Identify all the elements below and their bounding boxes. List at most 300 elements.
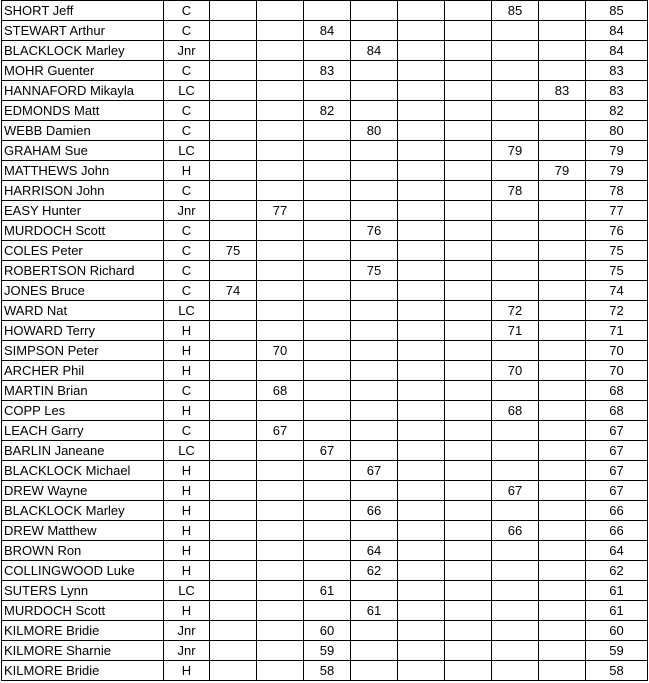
- total-cell: 80: [586, 121, 648, 141]
- score-cell: [445, 521, 492, 541]
- score-cell: 74: [210, 281, 257, 301]
- score-cell: [398, 121, 445, 141]
- score-cell: [210, 461, 257, 481]
- score-cell: [398, 601, 445, 621]
- score-cell: 67: [304, 441, 351, 461]
- score-cell: [445, 461, 492, 481]
- total-cell: 68: [586, 401, 648, 421]
- results-table-body: [2, 1, 648, 681]
- score-cell: [492, 201, 539, 221]
- score-cell: [445, 641, 492, 661]
- score-cell: 84: [304, 21, 351, 41]
- score-cell: [351, 521, 398, 541]
- score-cell: [539, 641, 586, 661]
- grade-cell: Jnr: [164, 621, 210, 641]
- player-name-cell: ARCHER Phil: [2, 361, 164, 381]
- score-cell: [492, 501, 539, 521]
- score-cell: [257, 181, 304, 201]
- score-cell: [539, 321, 586, 341]
- table-row: [2, 621, 648, 641]
- table-row: [2, 581, 648, 601]
- score-cell: 80: [351, 121, 398, 141]
- score-cell: [398, 521, 445, 541]
- score-cell: [351, 241, 398, 261]
- score-cell: [351, 301, 398, 321]
- total-cell: 76: [586, 221, 648, 241]
- player-name-cell: DREW Matthew: [2, 521, 164, 541]
- score-cell: [210, 581, 257, 601]
- score-cell: [539, 1, 586, 21]
- total-cell: 71: [586, 321, 648, 341]
- score-cell: 62: [351, 561, 398, 581]
- player-name-cell: KILMORE Sharnie: [2, 641, 164, 661]
- score-cell: [539, 141, 586, 161]
- table-row: [2, 461, 648, 481]
- score-cell: [210, 141, 257, 161]
- score-cell: [539, 661, 586, 681]
- table-row: [2, 141, 648, 161]
- score-cell: [492, 81, 539, 101]
- score-cell: [304, 561, 351, 581]
- score-cell: [351, 421, 398, 441]
- score-cell: [257, 141, 304, 161]
- grade-cell: LC: [164, 301, 210, 321]
- score-cell: [539, 41, 586, 61]
- score-cell: [257, 581, 304, 601]
- table-row: [2, 481, 648, 501]
- score-cell: [539, 221, 586, 241]
- score-cell: [445, 601, 492, 621]
- score-cell: [398, 41, 445, 61]
- score-cell: [351, 381, 398, 401]
- score-cell: [492, 161, 539, 181]
- score-cell: [492, 461, 539, 481]
- player-name-cell: KILMORE Bridie: [2, 621, 164, 641]
- player-name-cell: COLES Peter: [2, 241, 164, 261]
- table-row: [2, 221, 648, 241]
- grade-cell: Jnr: [164, 641, 210, 661]
- table-row: [2, 101, 648, 121]
- score-cell: [304, 361, 351, 381]
- table-row: [2, 661, 648, 681]
- score-cell: [351, 21, 398, 41]
- score-cell: [445, 501, 492, 521]
- score-cell: 75: [210, 241, 257, 261]
- score-cell: 70: [492, 361, 539, 381]
- score-cell: [539, 521, 586, 541]
- table-row: [2, 361, 648, 381]
- score-cell: [398, 1, 445, 21]
- score-cell: [210, 621, 257, 641]
- grade-cell: LC: [164, 441, 210, 461]
- score-cell: [398, 221, 445, 241]
- score-cell: [304, 401, 351, 421]
- score-cell: 67: [492, 481, 539, 501]
- score-cell: [398, 181, 445, 201]
- score-cell: [492, 601, 539, 621]
- grade-cell: H: [164, 461, 210, 481]
- score-cell: [398, 461, 445, 481]
- score-cell: [398, 661, 445, 681]
- score-cell: [210, 501, 257, 521]
- player-name-cell: LEACH Garry: [2, 421, 164, 441]
- score-cell: [445, 21, 492, 41]
- score-cell: [539, 601, 586, 621]
- grade-cell: C: [164, 221, 210, 241]
- score-cell: 83: [304, 61, 351, 81]
- grade-cell: H: [164, 541, 210, 561]
- score-cell: [210, 201, 257, 221]
- score-cell: [257, 281, 304, 301]
- player-name-cell: SUTERS Lynn: [2, 581, 164, 601]
- table-row: [2, 501, 648, 521]
- total-cell: 61: [586, 581, 648, 601]
- player-name-cell: BLACKLOCK Marley: [2, 501, 164, 521]
- score-cell: 85: [492, 1, 539, 21]
- score-cell: [304, 521, 351, 541]
- total-cell: 66: [586, 521, 648, 541]
- score-cell: [445, 241, 492, 261]
- score-cell: [351, 141, 398, 161]
- score-cell: [445, 301, 492, 321]
- score-cell: [210, 21, 257, 41]
- player-name-cell: DREW Wayne: [2, 481, 164, 501]
- score-cell: [210, 81, 257, 101]
- player-name-cell: BROWN Ron: [2, 541, 164, 561]
- score-cell: [210, 261, 257, 281]
- score-cell: [539, 181, 586, 201]
- score-cell: [351, 341, 398, 361]
- score-cell: [257, 501, 304, 521]
- score-cell: [445, 161, 492, 181]
- score-cell: [304, 341, 351, 361]
- player-name-cell: JONES Bruce: [2, 281, 164, 301]
- score-cell: [492, 41, 539, 61]
- score-cell: [351, 101, 398, 121]
- score-cell: [398, 61, 445, 81]
- score-cell: [351, 81, 398, 101]
- score-cell: [445, 321, 492, 341]
- score-cell: [351, 181, 398, 201]
- total-cell: 75: [586, 261, 648, 281]
- grade-cell: LC: [164, 81, 210, 101]
- player-name-cell: MURDOCH Scott: [2, 601, 164, 621]
- score-cell: [210, 41, 257, 61]
- score-cell: [539, 481, 586, 501]
- total-cell: 78: [586, 181, 648, 201]
- table-row: [2, 181, 648, 201]
- results-table: [1, 0, 648, 681]
- table-row: [2, 341, 648, 361]
- score-cell: [210, 101, 257, 121]
- score-cell: [210, 601, 257, 621]
- score-cell: [210, 321, 257, 341]
- player-name-cell: WEBB Damien: [2, 121, 164, 141]
- score-cell: [539, 61, 586, 81]
- score-cell: [539, 261, 586, 281]
- grade-cell: LC: [164, 141, 210, 161]
- score-cell: [445, 81, 492, 101]
- score-cell: [351, 661, 398, 681]
- score-cell: [304, 261, 351, 281]
- score-cell: [539, 441, 586, 461]
- grade-cell: H: [164, 481, 210, 501]
- score-cell: [492, 561, 539, 581]
- score-cell: [257, 461, 304, 481]
- score-cell: [304, 121, 351, 141]
- score-cell: [257, 61, 304, 81]
- score-cell: [351, 581, 398, 601]
- score-cell: [445, 201, 492, 221]
- score-cell: [257, 621, 304, 641]
- score-cell: [398, 241, 445, 261]
- grade-cell: H: [164, 561, 210, 581]
- total-cell: 83: [586, 61, 648, 81]
- score-cell: [445, 621, 492, 641]
- grade-cell: C: [164, 1, 210, 21]
- player-name-cell: MARTIN Brian: [2, 381, 164, 401]
- score-cell: [304, 81, 351, 101]
- score-cell: [492, 381, 539, 401]
- score-cell: 67: [257, 421, 304, 441]
- score-cell: [304, 381, 351, 401]
- table-row: [2, 21, 648, 41]
- score-cell: [445, 401, 492, 421]
- score-cell: [257, 161, 304, 181]
- score-cell: [445, 101, 492, 121]
- score-cell: [398, 421, 445, 441]
- score-cell: [445, 541, 492, 561]
- grade-cell: C: [164, 261, 210, 281]
- score-cell: [539, 421, 586, 441]
- score-cell: [398, 101, 445, 121]
- score-cell: [539, 21, 586, 41]
- score-cell: [398, 321, 445, 341]
- score-cell: [398, 201, 445, 221]
- total-cell: 62: [586, 561, 648, 581]
- score-cell: [210, 561, 257, 581]
- score-cell: [492, 21, 539, 41]
- score-cell: [445, 261, 492, 281]
- score-cell: [492, 541, 539, 561]
- grade-cell: C: [164, 121, 210, 141]
- score-cell: [257, 541, 304, 561]
- total-cell: 72: [586, 301, 648, 321]
- total-cell: 68: [586, 381, 648, 401]
- score-cell: 66: [351, 501, 398, 521]
- score-cell: [304, 281, 351, 301]
- score-cell: [257, 221, 304, 241]
- score-cell: [351, 401, 398, 421]
- score-cell: [398, 381, 445, 401]
- table-row: [2, 201, 648, 221]
- table-row: [2, 61, 648, 81]
- player-name-cell: EASY Hunter: [2, 201, 164, 221]
- score-cell: [210, 61, 257, 81]
- score-cell: [210, 121, 257, 141]
- player-name-cell: BLACKLOCK Michael: [2, 461, 164, 481]
- score-cell: [257, 241, 304, 261]
- score-cell: 79: [539, 161, 586, 181]
- score-cell: 66: [492, 521, 539, 541]
- score-cell: [398, 81, 445, 101]
- grade-cell: H: [164, 521, 210, 541]
- total-cell: 59: [586, 641, 648, 661]
- score-cell: [445, 341, 492, 361]
- score-cell: 58: [304, 661, 351, 681]
- score-cell: [351, 321, 398, 341]
- score-cell: [257, 361, 304, 381]
- score-cell: [210, 641, 257, 661]
- table-row: [2, 521, 648, 541]
- table-row: [2, 601, 648, 621]
- score-cell: [445, 61, 492, 81]
- score-cell: 79: [492, 141, 539, 161]
- score-cell: [492, 421, 539, 441]
- score-cell: [257, 21, 304, 41]
- score-cell: [539, 461, 586, 481]
- score-cell: [257, 301, 304, 321]
- score-cell: [351, 481, 398, 501]
- total-cell: 64: [586, 541, 648, 561]
- score-cell: [445, 441, 492, 461]
- grade-cell: H: [164, 361, 210, 381]
- score-cell: [539, 301, 586, 321]
- grade-cell: C: [164, 61, 210, 81]
- score-cell: [210, 341, 257, 361]
- score-cell: [492, 581, 539, 601]
- table-row: [2, 541, 648, 561]
- score-cell: [257, 521, 304, 541]
- score-cell: [398, 441, 445, 461]
- score-cell: [257, 41, 304, 61]
- score-cell: [445, 481, 492, 501]
- score-cell: [539, 341, 586, 361]
- score-cell: [351, 441, 398, 461]
- player-name-cell: SHORT Jeff: [2, 1, 164, 21]
- player-name-cell: HOWARD Terry: [2, 321, 164, 341]
- score-cell: [304, 421, 351, 441]
- score-cell: [445, 41, 492, 61]
- score-cell: [257, 261, 304, 281]
- total-cell: 77: [586, 201, 648, 221]
- grade-cell: C: [164, 281, 210, 301]
- total-cell: 67: [586, 441, 648, 461]
- score-cell: [304, 1, 351, 21]
- score-cell: [304, 501, 351, 521]
- score-cell: [445, 141, 492, 161]
- score-cell: [210, 521, 257, 541]
- score-cell: [539, 621, 586, 641]
- player-name-cell: HANNAFORD Mikayla: [2, 81, 164, 101]
- table-row: [2, 421, 648, 441]
- score-cell: 68: [257, 381, 304, 401]
- score-cell: [351, 641, 398, 661]
- score-cell: [539, 201, 586, 221]
- score-cell: [351, 621, 398, 641]
- score-cell: [210, 401, 257, 421]
- score-cell: [210, 541, 257, 561]
- score-cell: 77: [257, 201, 304, 221]
- grade-cell: H: [164, 321, 210, 341]
- player-name-cell: WARD Nat: [2, 301, 164, 321]
- score-cell: [351, 281, 398, 301]
- score-cell: [445, 561, 492, 581]
- grade-cell: Jnr: [164, 201, 210, 221]
- score-cell: [445, 181, 492, 201]
- grade-cell: LC: [164, 581, 210, 601]
- player-name-cell: BARLIN Janeane: [2, 441, 164, 461]
- player-name-cell: COPP Les: [2, 401, 164, 421]
- score-cell: 76: [351, 221, 398, 241]
- score-cell: [210, 181, 257, 201]
- score-cell: [492, 261, 539, 281]
- score-cell: [539, 101, 586, 121]
- score-cell: [445, 421, 492, 441]
- score-cell: [304, 241, 351, 261]
- score-cell: [492, 61, 539, 81]
- score-cell: [351, 161, 398, 181]
- player-name-cell: GRAHAM Sue: [2, 141, 164, 161]
- total-cell: 66: [586, 501, 648, 521]
- score-cell: 72: [492, 301, 539, 321]
- total-cell: 67: [586, 481, 648, 501]
- player-name-cell: HARRISON John: [2, 181, 164, 201]
- score-cell: [398, 281, 445, 301]
- grade-cell: Jnr: [164, 41, 210, 61]
- total-cell: 70: [586, 341, 648, 361]
- score-cell: [304, 601, 351, 621]
- score-cell: [398, 361, 445, 381]
- score-cell: [492, 641, 539, 661]
- score-cell: [492, 441, 539, 461]
- score-cell: [539, 121, 586, 141]
- player-name-cell: COLLINGWOOD Luke: [2, 561, 164, 581]
- score-cell: [257, 641, 304, 661]
- score-cell: [304, 181, 351, 201]
- score-cell: [257, 101, 304, 121]
- score-cell: [492, 341, 539, 361]
- score-cell: 71: [492, 321, 539, 341]
- score-cell: 67: [351, 461, 398, 481]
- grade-cell: C: [164, 21, 210, 41]
- grade-cell: H: [164, 661, 210, 681]
- score-cell: [210, 301, 257, 321]
- score-cell: [304, 301, 351, 321]
- total-cell: 85: [586, 1, 648, 21]
- score-cell: 70: [257, 341, 304, 361]
- score-cell: [257, 321, 304, 341]
- score-cell: [539, 541, 586, 561]
- grade-cell: C: [164, 421, 210, 441]
- score-cell: [304, 141, 351, 161]
- table-row: [2, 301, 648, 321]
- score-cell: [492, 221, 539, 241]
- score-cell: [398, 401, 445, 421]
- total-cell: 75: [586, 241, 648, 261]
- total-cell: 84: [586, 41, 648, 61]
- score-cell: [398, 301, 445, 321]
- total-cell: 70: [586, 361, 648, 381]
- player-name-cell: SIMPSON Peter: [2, 341, 164, 361]
- score-cell: [445, 121, 492, 141]
- table-row: [2, 81, 648, 101]
- score-cell: [492, 121, 539, 141]
- score-cell: 83: [539, 81, 586, 101]
- score-cell: [257, 121, 304, 141]
- table-row: [2, 561, 648, 581]
- score-cell: [210, 361, 257, 381]
